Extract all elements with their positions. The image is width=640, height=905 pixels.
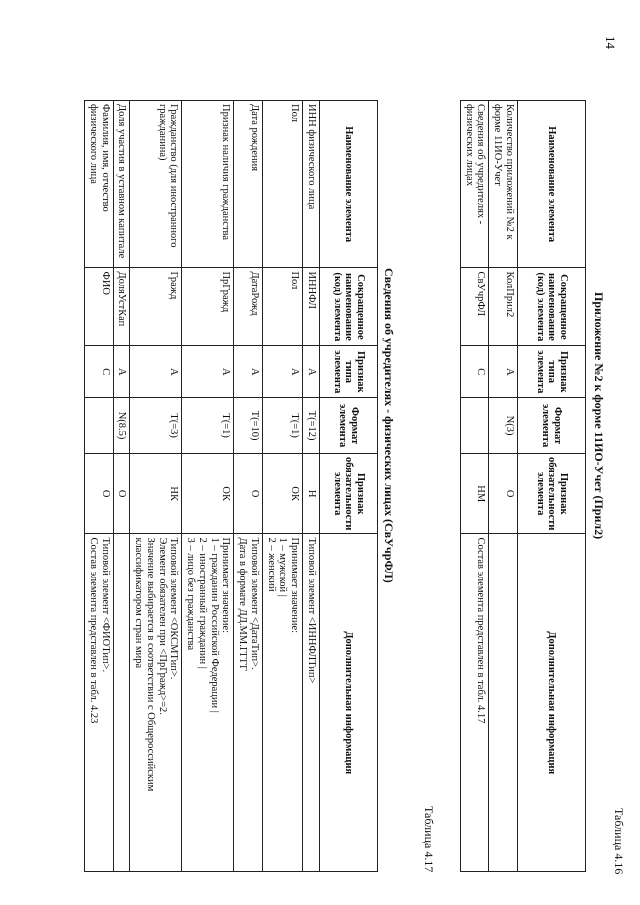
table-cell: С [461, 346, 490, 398]
table-row [263, 101, 303, 872]
table-cell: ОК [263, 453, 303, 534]
table-cell: О [234, 453, 263, 534]
table-cell: T(=12) [303, 398, 320, 454]
table-cell: А [182, 346, 234, 398]
table-cell [461, 398, 490, 454]
table-cell: Типовой элемент <ФИОТип>. Состав элемента представлен в табл. 4.23 [85, 534, 114, 872]
table-cell: Признак наличия гражданства [182, 101, 234, 268]
header-cell: Формат элемента [320, 398, 378, 454]
table-header-row [518, 101, 586, 872]
table-cell: А [130, 346, 182, 398]
table-cell: А [489, 346, 518, 398]
table-cell: О [489, 453, 518, 534]
header-cell: Признак типа элемента [320, 346, 378, 398]
table-row [489, 101, 518, 872]
table-cell: КолПрил2 [489, 268, 518, 346]
table-4-17 [84, 100, 378, 872]
header-cell: Признак обязательности элемента [518, 453, 586, 534]
header-cell: Наименование элемента [320, 101, 378, 268]
table-cell: А [303, 346, 320, 398]
table-cell: СвУчрФЛ [461, 268, 490, 346]
table-cell: Принимает значение: 1 – гражданин Российской Федерации | 2 – иностранный гражданин | 3 – лицо без гражданства [182, 534, 234, 872]
table-row [130, 101, 182, 872]
table-cell: С [85, 346, 114, 398]
table-cell: ДатаРожд [234, 268, 263, 346]
table-cell: N(3) [489, 398, 518, 454]
table-row [182, 101, 234, 872]
table-cell: Состав элемента представлен в табл. 4.17 [461, 534, 490, 872]
table-cell: Н [303, 453, 320, 534]
table-title-4-17: Сведения об учредителях - физических лицах (СвУчрФЛ) [382, 268, 396, 583]
table-cell: Гражданство (для иностранного гражданина) [130, 101, 182, 268]
table-cell: T(=1) [182, 398, 234, 454]
table-cell: T(=10) [234, 398, 263, 454]
table-cell: Сведения об учредителях - физических лицах [461, 101, 490, 268]
header-cell: Сокращенное наименование (код) элемента [320, 268, 378, 346]
table-cell: Типовой элемент <ИННФЛТип> [303, 534, 320, 872]
table-cell: T(=1) [263, 398, 303, 454]
header-cell: Признак типа элемента [518, 346, 586, 398]
table-cell: Фамилия, имя, отчество физического лица [85, 101, 114, 268]
table-cell: А [234, 346, 263, 398]
table-row [234, 101, 263, 872]
table-cell: N(8.5) [113, 398, 130, 454]
table-cell: Пол [263, 101, 303, 268]
table-cell: НК [130, 453, 182, 534]
table-title-4-16: Приложение №2 к форме 11ИО-Учет (Прил2) [592, 292, 606, 540]
header-cell: Дополнительная информация [320, 534, 378, 872]
table-cell: ИННФЛ [303, 268, 320, 346]
table-cell: ПрГражд [182, 268, 234, 346]
table-caption-4-17: Таблица 4.17 [422, 806, 436, 873]
table-row [303, 101, 320, 872]
table-4-16 [460, 100, 586, 872]
table-cell: ДоляУстКап [113, 268, 130, 346]
table-header-row [320, 101, 378, 872]
table-cell: Количество приложений №2 к форме 11ИО-Учет [489, 101, 518, 268]
table-cell: Дата рождения [234, 101, 263, 268]
table-cell: А [263, 346, 303, 398]
table-row [85, 101, 114, 872]
table-row [113, 101, 130, 872]
table-cell: Доля участия в уставном капитале [113, 101, 130, 268]
header-cell: Признак обязательности элемента [320, 453, 378, 534]
header-cell: Дополнительная информация [518, 534, 586, 872]
table-cell: Типовой элемент <ДатаТип>. Дата в формате ДД.ММ.ГГГГ [234, 534, 263, 872]
header-cell: Формат элемента [518, 398, 586, 454]
table-cell: ОК [182, 453, 234, 534]
table-cell: А [113, 346, 130, 398]
table-cell: Гражд [130, 268, 182, 346]
table-cell [489, 534, 518, 872]
table-cell: О [113, 453, 130, 534]
header-cell: Наименование элемента [518, 101, 586, 268]
table-cell: О [85, 453, 114, 534]
table-cell: Пол [263, 268, 303, 346]
table-cell: Типовой элемент <ОКСМТип>. Элемент обязателен при <ПрГражд>=2. Значение выбирается в соответствии с Общероссийским классификатором стран мира [130, 534, 182, 872]
table-cell: НМ [461, 453, 490, 534]
table-cell: Принимает значение: 1 – мужской | 2 – женский [263, 534, 303, 872]
table-cell [85, 398, 114, 454]
table-caption-4-16: Таблица 4.16 [612, 808, 626, 875]
table-cell [113, 534, 130, 872]
table-cell: ИНН физического лица [303, 101, 320, 268]
table-cell: T(=3) [130, 398, 182, 454]
table-cell: ФИО [85, 268, 114, 346]
header-cell: Сокращенное наименование (код) элемента [518, 268, 586, 346]
table-row [461, 101, 490, 872]
page-number: 14 [603, 36, 618, 49]
